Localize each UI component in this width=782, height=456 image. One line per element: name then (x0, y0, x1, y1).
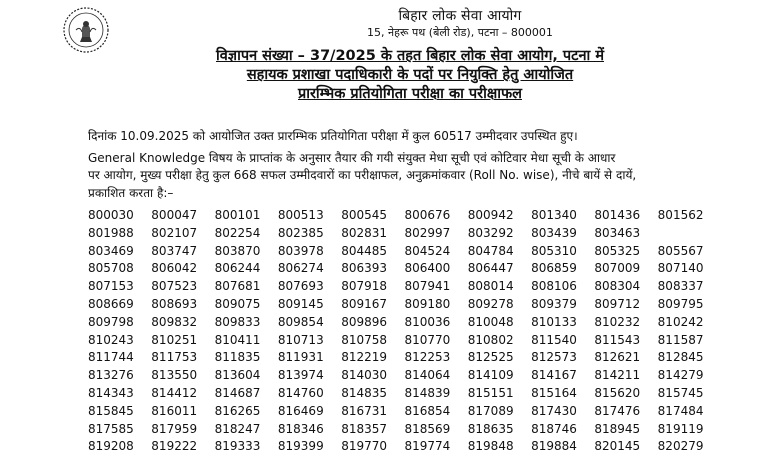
roll-number: 806042 (151, 261, 198, 276)
roll-number: 807681 (214, 279, 261, 294)
roll-number: 814064 (404, 368, 451, 383)
roll-number: 810243 (88, 332, 134, 347)
roll-number: 815164 (531, 385, 577, 400)
roll-number: 809167 (341, 296, 387, 311)
roll-number: 814839 (404, 385, 451, 400)
roll-number: 816265 (214, 403, 261, 418)
roll-number: 820145 (594, 439, 641, 454)
roll-number: 802831 (341, 225, 387, 240)
roll-number: 800047 (151, 208, 198, 222)
roll-number: 811540 (531, 332, 577, 347)
roll-number: 809278 (467, 296, 514, 311)
roll-number: 800676 (404, 208, 451, 222)
roll-number-list (88, 207, 721, 456)
roll-number: 809832 (151, 314, 198, 329)
roll-number: 802107 (151, 225, 198, 240)
roll-number: 811543 (594, 332, 641, 347)
roll-number: 808014 (467, 279, 514, 294)
roll-number: 814211 (594, 368, 641, 383)
roll-number: 810411 (214, 332, 261, 347)
roll-number-row (88, 243, 721, 261)
roll-number: 813550 (151, 368, 198, 383)
roll-number: 812253 (404, 350, 451, 365)
roll-number: 804524 (404, 243, 451, 258)
roll-number: 800101 (214, 208, 261, 222)
roll-number: 811931 (277, 350, 324, 365)
roll-number-row (88, 260, 721, 278)
roll-number: 815745 (657, 385, 704, 400)
roll-number: 810770 (404, 332, 451, 347)
roll-number: 807693 (277, 279, 324, 294)
roll-number-row (88, 225, 721, 243)
roll-number: 819399 (277, 439, 324, 454)
roll-number: 800030 (88, 208, 134, 222)
roll-number: 810251 (151, 332, 198, 347)
roll-number-row (88, 207, 721, 225)
roll-number: 802385 (277, 225, 324, 240)
roll-number-row (88, 438, 721, 456)
roll-number-row (88, 332, 721, 350)
roll-number: 810232 (594, 314, 641, 329)
roll-number-row (88, 296, 721, 314)
roll-number: 807140 (657, 261, 704, 276)
roll-number: 809854 (277, 314, 324, 329)
roll-number: 813604 (214, 368, 261, 383)
roll-number: 811744 (88, 350, 134, 365)
roll-number: 805310 (531, 243, 577, 258)
roll-number: 801340 (531, 208, 577, 222)
roll-number: 819119 (657, 421, 704, 436)
roll-number: 808693 (151, 296, 198, 311)
roll-number-row (88, 403, 721, 421)
roll-number: 812845 (657, 350, 704, 365)
roll-number: 807009 (594, 261, 641, 276)
roll-number: 808304 (594, 279, 641, 294)
roll-number: 803978 (277, 243, 324, 258)
paragraph-result-count: पर आयोग, मुख्य परीक्षा हेतु कुल 668 सफल उम्मीदवारों का परीक्षाफल, अनुक्रमांकवार (Roll No. wise), नीचे बायें से दायें, (88, 168, 637, 182)
roll-number: 801988 (88, 225, 134, 240)
roll-number: 800545 (341, 208, 387, 222)
paragraph-merit-basis: General Knowledge विषय के प्राप्तांक के अनुसार तैयार की गयी संयुक्त मेधा सूची एवं कोटिवार मेधा सूची के आधार (88, 151, 616, 165)
roll-number: 803463 (594, 225, 641, 240)
roll-number: 813276 (88, 368, 134, 383)
roll-number: 810802 (467, 332, 514, 347)
notice-headline (130, 47, 690, 104)
roll-number: 805567 (657, 243, 704, 258)
roll-number-row (88, 349, 721, 367)
roll-number: 807941 (404, 279, 451, 294)
roll-number: 809798 (88, 314, 134, 329)
roll-number: 812525 (467, 350, 514, 365)
roll-number: 807523 (151, 279, 198, 294)
roll-number: 802997 (404, 225, 451, 240)
roll-number-row (88, 421, 721, 439)
roll-number: 809795 (657, 296, 704, 311)
roll-number: 817484 (657, 403, 704, 418)
roll-number: 807153 (88, 279, 134, 294)
roll-number: 818635 (467, 421, 514, 436)
roll-number: 809833 (214, 314, 261, 329)
roll-number: 808106 (531, 279, 577, 294)
roll-number: 819333 (214, 439, 261, 454)
organization-name: बिहार लोक सेवा आयोग (398, 8, 522, 24)
roll-number: 806393 (341, 261, 387, 276)
roll-number: 808669 (88, 296, 134, 311)
paragraph-publication: प्रकाशित करता है:– (88, 186, 174, 200)
roll-number-row (88, 278, 721, 296)
roll-number: 801436 (594, 208, 641, 222)
roll-number-row (88, 385, 721, 403)
roll-number: 818247 (214, 421, 261, 436)
roll-number: 816011 (151, 403, 198, 418)
roll-number: 810048 (467, 314, 514, 329)
roll-number: 803747 (151, 243, 198, 258)
roll-number: 814030 (341, 368, 387, 383)
roll-number: 803292 (467, 225, 514, 240)
organization-address: 15, नेहरू पथ (बेली रोड), पटना – 800001 (367, 26, 553, 39)
roll-number: 814343 (88, 385, 134, 400)
roll-number: 803469 (88, 243, 134, 258)
roll-number-row (88, 314, 721, 332)
roll-number: 805708 (88, 261, 134, 276)
roll-number: 819222 (151, 439, 198, 454)
roll-number: 800513 (277, 208, 324, 222)
roll-number: 806859 (531, 261, 577, 276)
roll-number: 819208 (88, 439, 134, 454)
roll-number: 813974 (277, 368, 324, 383)
roll-number: 803870 (214, 243, 261, 258)
headline-line-1: विज्ञापन संख्या – 37/2025 के तहत बिहार लोक सेवा आयोग, पटना में (215, 48, 604, 64)
page-header (0, 0, 782, 44)
roll-number: 805325 (594, 243, 641, 258)
roll-number: 811753 (151, 350, 198, 365)
roll-number: 809712 (594, 296, 641, 311)
roll-number: 811587 (657, 332, 704, 347)
roll-number: 812621 (594, 350, 641, 365)
roll-number: 804784 (467, 243, 514, 258)
roll-number: 814760 (277, 385, 324, 400)
roll-number: 817959 (151, 421, 198, 436)
roll-number: 814279 (657, 368, 704, 383)
roll-number: 820279 (657, 439, 704, 454)
roll-number: 819884 (531, 439, 577, 454)
roll-number-row (88, 367, 721, 385)
headline-line-2: सहायक प्रशाखा पदाधिकारी के पदों पर नियुक्ति हेतु आयोजित (246, 67, 574, 83)
roll-number: 807918 (341, 279, 387, 294)
roll-number: 806447 (467, 261, 514, 276)
roll-number: 811835 (214, 350, 261, 365)
roll-number: 814412 (151, 385, 198, 400)
roll-number: 809180 (404, 296, 451, 311)
roll-number: 806244 (214, 261, 261, 276)
roll-number: 800942 (467, 208, 514, 222)
roll-number: 815845 (88, 403, 134, 418)
roll-number: 814687 (214, 385, 261, 400)
roll-number: 806274 (277, 261, 324, 276)
roll-number: 817430 (531, 403, 577, 418)
roll-number: 814109 (467, 368, 514, 383)
roll-number: 810758 (341, 332, 387, 347)
headline-line-3: प्रारम्भिक प्रतियोगिता परीक्षा का परीक्षाफल (298, 86, 522, 102)
roll-number: 810242 (657, 314, 704, 329)
roll-number: 810713 (277, 332, 324, 347)
roll-number: 818346 (277, 421, 324, 436)
roll-number: 818746 (531, 421, 577, 436)
roll-number: 809075 (214, 296, 261, 311)
roll-number: 806400 (404, 261, 451, 276)
roll-number: 817476 (594, 403, 641, 418)
roll-number: 809379 (531, 296, 577, 311)
roll-number: 819770 (341, 439, 387, 454)
roll-number: 814835 (341, 385, 387, 400)
roll-number: 816469 (277, 403, 324, 418)
roll-number: 818945 (594, 421, 641, 436)
roll-number: 817585 (88, 421, 134, 436)
roll-number: 819848 (467, 439, 514, 454)
roll-number: 802254 (214, 225, 261, 240)
roll-number: 804485 (341, 243, 387, 258)
roll-number: 818357 (341, 421, 387, 436)
bihar-emblem-icon (62, 6, 110, 54)
roll-number: 810036 (404, 314, 451, 329)
roll-number: 819774 (404, 439, 451, 454)
roll-number: 803439 (531, 225, 577, 240)
roll-number: 817089 (467, 403, 514, 418)
roll-number: 812219 (341, 350, 387, 365)
paragraph-attendance: दिनांक 10.09.2025 को आयोजित उक्त प्रारम्भिक प्रतियोगिता परीक्षा में कुल 60517 उम्मीदवार उपस्थित हुए। (88, 129, 578, 143)
roll-number: 809145 (277, 296, 324, 311)
roll-number: 808337 (657, 279, 704, 294)
roll-number: 818569 (404, 421, 451, 436)
roll-number: 816854 (404, 403, 451, 418)
roll-number: 809896 (341, 314, 387, 329)
roll-number: 812573 (531, 350, 577, 365)
roll-number: 815151 (467, 385, 514, 400)
roll-number: 801562 (657, 208, 704, 222)
roll-number: 816731 (341, 403, 387, 418)
roll-number: 815620 (594, 385, 641, 400)
roll-number: 810133 (531, 314, 577, 329)
roll-number: 814167 (531, 368, 577, 383)
